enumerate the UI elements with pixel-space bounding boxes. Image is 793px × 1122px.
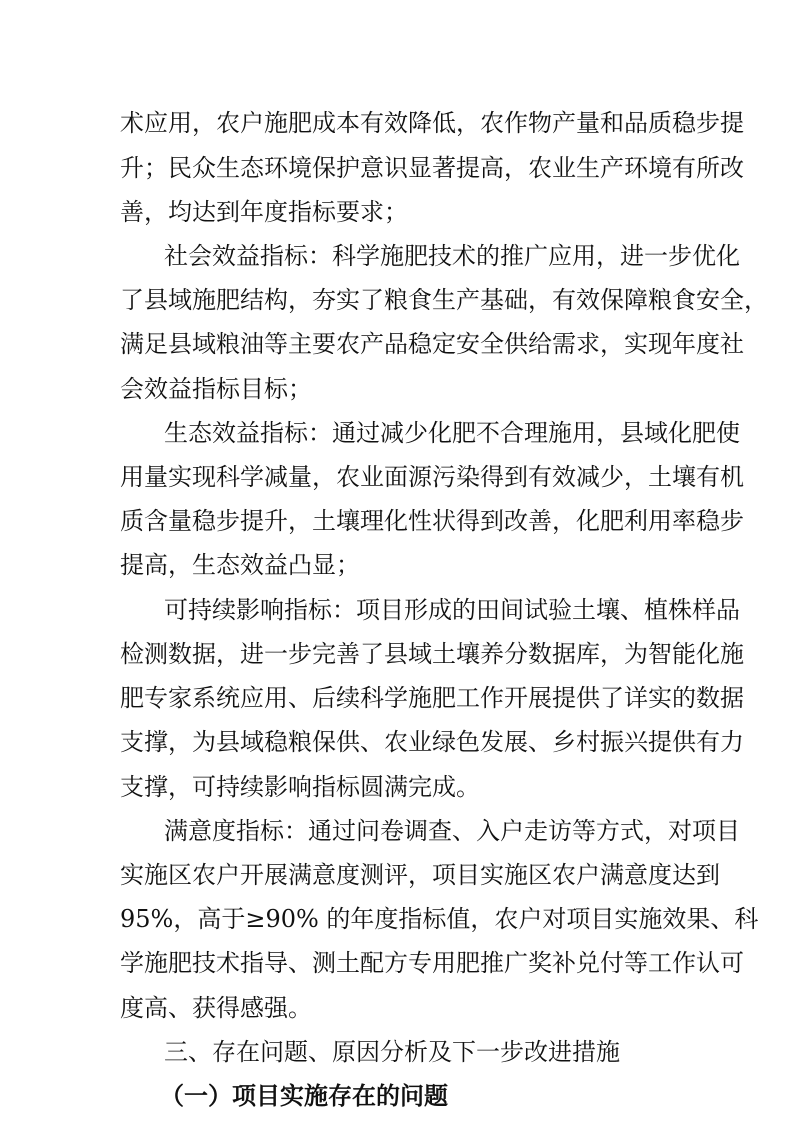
paragraph-line: 支撑，可持续影响指标圆满完成。 (120, 773, 480, 801)
paragraph-line: 满意度指标：通过问卷调查、入户走访等方式，对项目 (164, 817, 740, 845)
subsection-heading: （一）项目实施存在的问题 (160, 1082, 448, 1110)
paragraph-line: 质含量稳步提升，土壤理化性状得到改善，化肥利用率稳步 (120, 507, 744, 535)
paragraph-line: 生态效益指标：通过减少化肥不合理施用，县域化肥使 (164, 419, 740, 447)
paragraph-line: 用量实现科学减量，农业面源污染得到有效减少，土壤有机 (120, 463, 744, 491)
paragraph-line: 可持续影响指标：项目形成的田间试验土壤、植株样品 (164, 596, 740, 624)
paragraph-line: 实施区农户开展满意度测评，项目实施区农户满意度达到 (120, 861, 720, 889)
paragraph-line: 了县域施肥结构，夯实了粮食生产基础，有效保障粮食安全， (120, 286, 768, 314)
paragraph-line: 度高、获得感强。 (120, 994, 312, 1022)
paragraph-line: 会效益指标目标； (120, 375, 312, 403)
paragraph-line: 社会效益指标：科学施肥技术的推广应用，进一步优化 (164, 242, 740, 270)
paragraph-line: 术应用，农户施肥成本有效降低，农作物产量和品质稳步提 (120, 109, 744, 137)
paragraph-line: 肥专家系统应用、后续科学施肥工作开展提供了详实的数据 (120, 684, 744, 712)
section-heading: 三、存在问题、原因分析及下一步改进措施 (164, 1038, 620, 1066)
paragraph-line: 学施肥技术指导、测土配方专用肥推广奖补兑付等工作认可 (120, 949, 744, 977)
paragraph-line: 提高，生态效益凸显； (120, 551, 360, 579)
paragraph-line: 善，均达到年度指标要求； (120, 198, 408, 226)
paragraph-line: 95%，高于≥90% 的年度指标值，农户对项目实施效果、科 (120, 905, 759, 933)
paragraph-line: 满足县域粮油等主要农产品稳定安全供给需求，实现年度社 (120, 330, 744, 358)
paragraph-line: 升；民众生态环境保护意识显著提高，农业生产环境有所改 (120, 154, 744, 182)
paragraph-line: 检测数据，进一步完善了县域土壤养分数据库，为智能化施 (120, 640, 744, 668)
paragraph-line: 支撑，为县域稳粮保供、农业绿色发展、乡村振兴提供有力 (120, 728, 744, 756)
